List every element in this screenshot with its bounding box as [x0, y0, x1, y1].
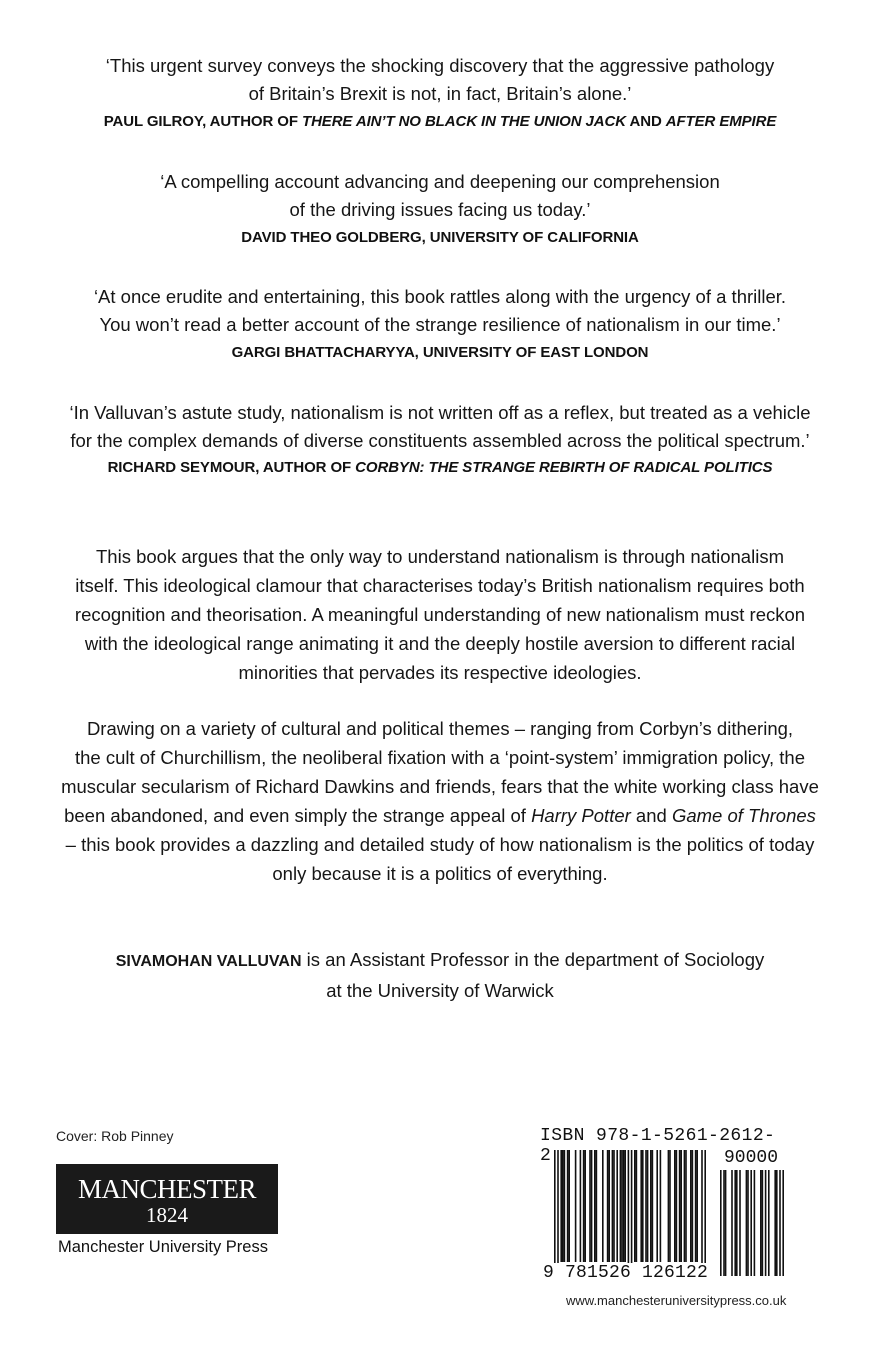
price-bar [725, 1170, 727, 1276]
price-bar [747, 1170, 749, 1276]
barcode-bar [676, 1150, 678, 1262]
barcode-bar [668, 1150, 670, 1262]
barcode-bar [562, 1150, 564, 1262]
blurb-line: been abandoned, and even simply the strange appeal of Harry Potter and Game of Thrones [64, 805, 816, 826]
barcode-bar [634, 1150, 636, 1262]
barcode-bar [631, 1150, 633, 1276]
barcode-bar [650, 1150, 652, 1262]
barcode-bar [554, 1150, 556, 1276]
barcode-bar [620, 1150, 622, 1262]
price-bar [762, 1170, 764, 1276]
barcode-bar [690, 1150, 692, 1262]
quote-1-attribution: PAUL GILROY, AUTHOR OF THERE AIN’T NO BLACK IN THE UNION JACK AND AFTER EMPIRE [103, 113, 777, 130]
publisher-name: Manchester University Press [58, 1238, 268, 1256]
blurb-paragraph-1 [52, 542, 828, 687]
blurb-paragraph-2 [52, 714, 828, 888]
barcode-bar [602, 1150, 604, 1262]
barcode-bar [680, 1150, 682, 1262]
barcode-bar [557, 1150, 559, 1276]
barcode-bar [679, 1150, 681, 1262]
price-bar [760, 1170, 762, 1276]
price-code: 90000 [724, 1148, 779, 1168]
barcode-bar [568, 1150, 570, 1262]
quote-1 [40, 52, 840, 108]
blurb-line: itself. This ideological clamour that characterises today’s British nationalism requires both [75, 575, 805, 596]
price-bar [736, 1170, 738, 1276]
quote-3-attribution: GARGI BHATTACHARYYA, UNIVERSITY OF EAST LONDON [231, 344, 649, 361]
barcode-bar [613, 1150, 615, 1262]
quote-4 [40, 399, 840, 455]
barcode-bar [612, 1150, 614, 1262]
barcode-bar [624, 1150, 626, 1262]
quote-3-line-2: You won’t read a better account of the strange resilience of nationalism in our time.’ [99, 314, 781, 335]
blurb-line: minorities that pervades its respective ideologies. [238, 662, 642, 683]
isbn-label: ISBN 978-1-5261-2612-2 [540, 1126, 776, 1166]
quote-4-line-1: ‘In Valluvan’s astute study, nationalism is not written off as a reflex, but treated as a vehicle [69, 402, 811, 423]
price-bar [776, 1170, 778, 1276]
quote-1-line-1: ‘This urgent survey conveys the shocking discovery that the aggressive pathology [105, 55, 775, 76]
barcode-bar [692, 1150, 694, 1262]
quote-4-line-2: for the complex demands of diverse constituents assembled across the political spectrum.’ [70, 430, 810, 451]
barcode-bar [584, 1150, 586, 1262]
blurb-line: recognition and theorisation. A meaningful understanding of new nationalism must reckon [74, 604, 806, 625]
barcode-bar [594, 1150, 596, 1262]
barcode-bar [669, 1150, 671, 1262]
publisher-logo-name: MANCHESTER [77, 1174, 256, 1204]
barcode-bar [660, 1150, 662, 1262]
price-bar [774, 1170, 776, 1276]
barcode-bar [591, 1150, 593, 1262]
barcode-bar [685, 1150, 687, 1262]
quote-2-attribution: DAVID THEO GOLDBERG, UNIVERSITY OF CALIFORNIA [241, 229, 639, 246]
barcode-bar [645, 1150, 647, 1262]
barcode-bar [560, 1150, 562, 1262]
price-bar [746, 1170, 748, 1276]
barcode-bar [583, 1150, 585, 1262]
price-bar [765, 1170, 767, 1276]
barcode-bar [616, 1150, 618, 1262]
quote-3-line-1: ‘At once erudite and entertaining, this book rattles along with the urgency of a thriller. [93, 286, 787, 307]
price-barcode-bars [720, 1170, 786, 1276]
quote-2-line-1: ‘A compelling account advancing and deepening our comprehension [160, 171, 720, 192]
price-bar [723, 1170, 725, 1276]
barcode-bar [608, 1150, 610, 1262]
blurb-line: – this book provides a dazzling and detailed study of how nationalism is the politics of today [65, 834, 815, 855]
price-bar [750, 1170, 752, 1276]
blurb-line: with the ideological range animating it and the deeply hostile aversion to different racial [84, 633, 796, 654]
barcode-bar [642, 1150, 644, 1262]
barcode-bar [640, 1150, 642, 1262]
cover-credit: Cover: Rob Pinney [56, 1128, 174, 1144]
barcode-bar [567, 1150, 569, 1262]
barcode-bar [596, 1150, 598, 1262]
publisher-url: www.manchesteruniversitypress.co.uk [566, 1293, 787, 1308]
barcode-bar [607, 1150, 609, 1262]
barcode-bar [647, 1150, 649, 1262]
quote-3 [40, 283, 840, 339]
author-bio-line-1: SIVAMOHAN VALLUVAN is an Assistant Professor in the department of Sociology [115, 949, 765, 970]
barcode-bar [704, 1150, 706, 1276]
quote-1-line-2: of Britain’s Brexit is not, in fact, Britain’s alone.’ [248, 83, 632, 104]
publisher-logo-year: 1824 [146, 1203, 188, 1227]
barcode-bar [623, 1150, 625, 1262]
price-bar [768, 1170, 770, 1276]
price-bar [779, 1170, 781, 1276]
price-bar [754, 1170, 756, 1276]
barcode-bar [701, 1150, 703, 1276]
barcode-bar [564, 1150, 566, 1262]
price-bar [720, 1170, 722, 1276]
blurb-line: Drawing on a variety of cultural and political themes – ranging from Corbyn’s dithering, [86, 718, 794, 739]
barcode-bars [554, 1150, 706, 1276]
price-bar [739, 1170, 741, 1276]
price-bar [782, 1170, 784, 1276]
author-name: SIVAMOHAN VALLUVAN [115, 953, 302, 970]
barcode-bar [684, 1150, 686, 1262]
author-bio-line-2: at the University of Warwick [326, 980, 554, 1001]
barcode-digits: 9 781526 126122 [543, 1263, 709, 1283]
quote-2-line-2: of the driving issues facing us today.’ [289, 199, 591, 220]
barcode-bar [621, 1150, 623, 1262]
blurb-line: muscular secularism of Richard Dawkins and friends, fears that the white working class have [61, 776, 819, 797]
barcode-bar [575, 1150, 577, 1262]
barcode-bar [695, 1150, 697, 1262]
barcode-bar [696, 1150, 698, 1262]
blurb-line: only because it is a politics of everything. [272, 863, 608, 884]
barcode-bar [628, 1150, 630, 1276]
quote-4-attribution: RICHARD SEYMOUR, AUTHOR OF CORBYN: THE STRANGE REBIRTH OF RADICAL POLITICS [107, 459, 773, 476]
quote-2 [40, 168, 840, 224]
blurb-line: This book argues that the only way to understand nationalism is through nationalism [96, 546, 784, 567]
blurb-line: the cult of Churchillism, the neoliberal fixation with a ‘point-system’ immigration policy, the [74, 747, 806, 768]
barcode-bar [589, 1150, 591, 1262]
barcode-bar [580, 1150, 582, 1262]
publisher-logo [56, 1164, 278, 1234]
author-bio [52, 945, 828, 1005]
barcode-bar [652, 1150, 654, 1262]
price-bar [731, 1170, 733, 1276]
barcode-bar [656, 1150, 658, 1262]
price-bar [734, 1170, 736, 1276]
barcode-bar [636, 1150, 638, 1262]
barcode-bar [674, 1150, 676, 1262]
